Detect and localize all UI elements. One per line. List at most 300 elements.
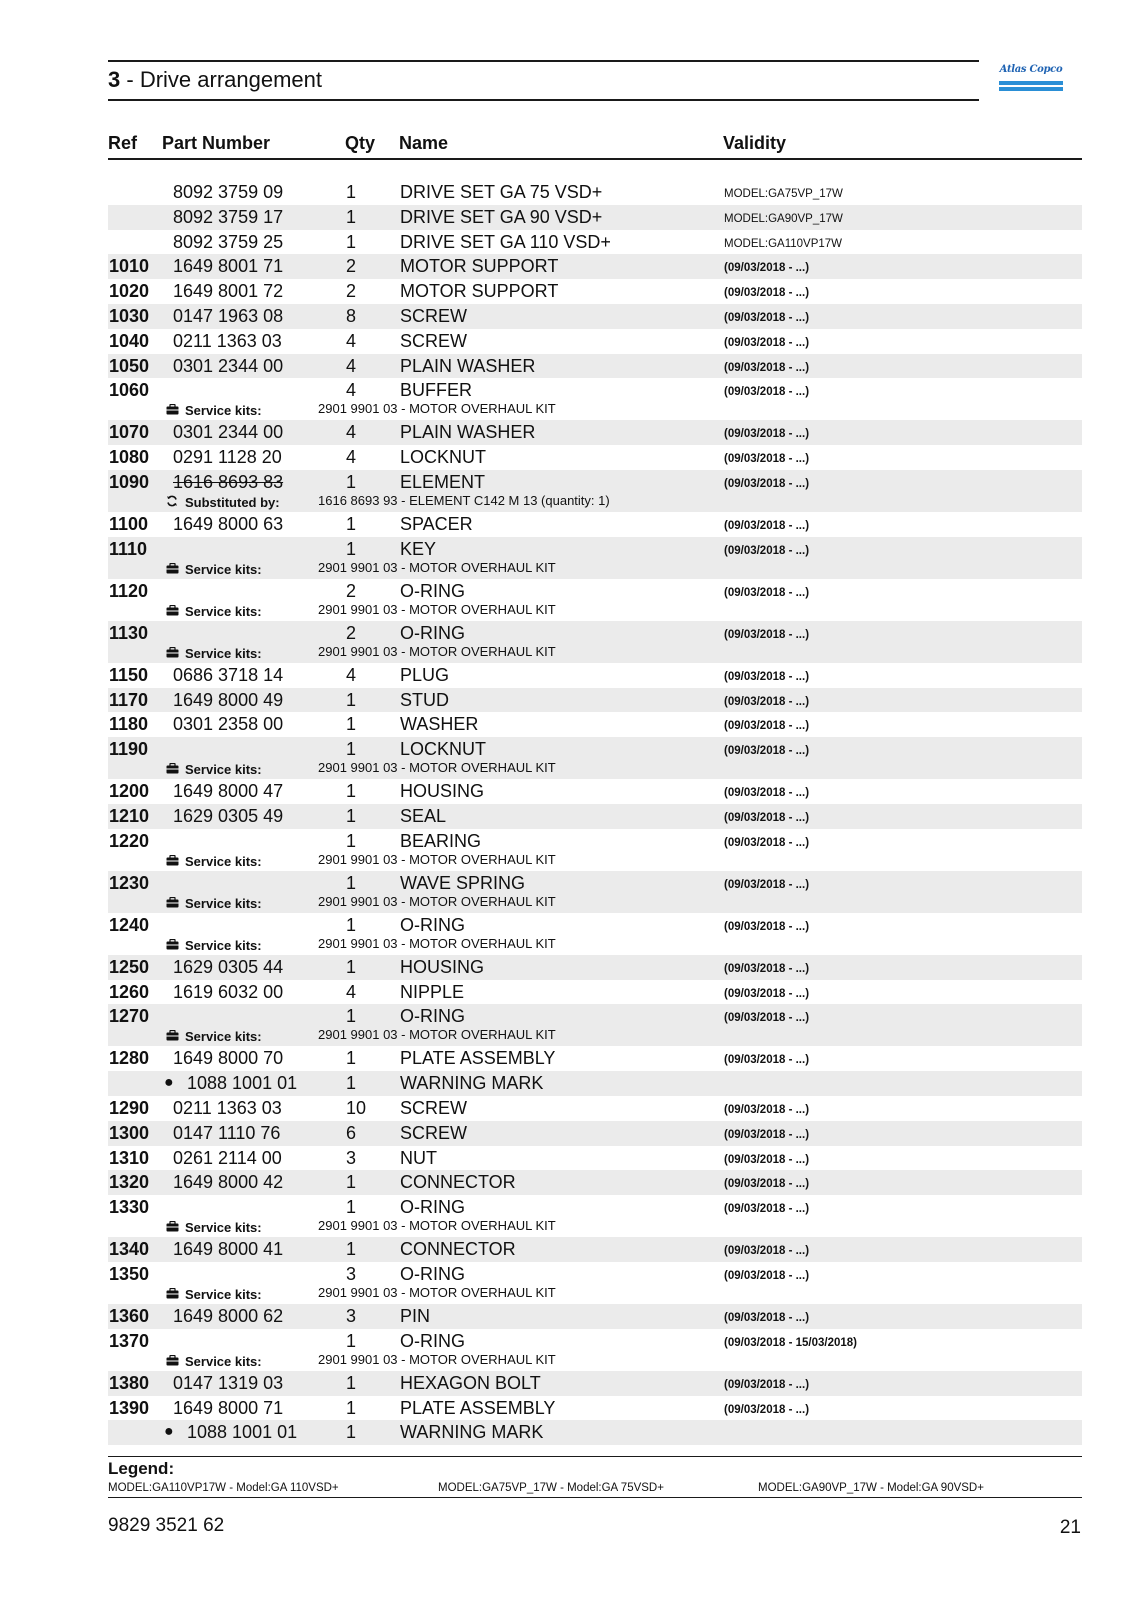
part-number-cell: 0147 1319 03	[173, 1372, 284, 1393]
kit-value: 1616 8693 93 - ELEMENT C142 M 13 (quantity: 1)	[318, 492, 610, 508]
name-cell: O-RING	[400, 1263, 465, 1284]
briefcase-icon	[166, 762, 179, 778]
atlas-copco-logo	[999, 62, 1063, 94]
validity-cell: (09/03/2018 - ...)	[724, 1054, 810, 1067]
qty-cell: 1	[346, 1239, 357, 1260]
validity-cell: (09/03/2018 - ...)	[724, 920, 810, 933]
name-cell: DRIVE SET GA 90 VSD+	[400, 206, 603, 227]
validity-cell: MODEL:GA110VP17W	[724, 237, 843, 250]
name-cell: HOUSING	[400, 956, 485, 977]
kit-value: 2901 9901 03 - MOTOR OVERHAUL KIT	[318, 601, 556, 617]
briefcase-icon	[166, 1287, 179, 1303]
validity-cell: (09/03/2018 - ...)	[724, 544, 810, 557]
part-number-cell: 8092 3759 25	[173, 231, 284, 252]
name-cell: PLATE ASSEMBLY	[400, 1048, 556, 1069]
logo-bar	[999, 87, 1063, 91]
refresh-icon	[166, 495, 179, 511]
ref-cell: 1290	[109, 1097, 150, 1118]
table-row	[108, 279, 1082, 304]
ref-cell: 1100	[109, 513, 149, 534]
name-cell: O-RING	[400, 914, 465, 935]
part-number-cell: 1088 1001 01	[187, 1073, 298, 1094]
kit-label-text: Service kits:	[185, 645, 262, 661]
briefcase-icon	[166, 646, 179, 662]
name-cell: O-RING	[400, 1197, 465, 1218]
kit-label-text: Service kits:	[185, 937, 262, 953]
validity-cell: (09/03/2018 - ...)	[724, 745, 810, 758]
legend-item: MODEL:GA75VP_17W - Model:GA 75VSD+	[438, 1482, 664, 1494]
part-number-cell: 1649 8001 71	[173, 256, 284, 277]
ref-cell: 1170	[109, 689, 149, 710]
legend-bottom-rule	[108, 1497, 1082, 1498]
kit-value: 2901 9901 03 - MOTOR OVERHAUL KIT	[318, 1284, 556, 1300]
name-cell: SPACER	[400, 513, 473, 534]
part-number-cell: 1649 8000 63	[173, 513, 284, 534]
header-top-rule	[108, 60, 979, 62]
qty-cell: 2	[346, 622, 357, 643]
name-cell: HOUSING	[400, 781, 485, 802]
briefcase-icon	[166, 562, 179, 578]
legend-rule	[108, 1456, 1082, 1457]
qty-cell: 1	[346, 1330, 357, 1351]
name-cell: SCREW	[400, 1122, 467, 1143]
kit-label	[166, 1029, 262, 1045]
name-cell: PLUG	[400, 664, 450, 685]
name-cell: SCREW	[400, 1097, 467, 1118]
kit-label	[166, 562, 262, 578]
kit-value: 2901 9901 03 - MOTOR OVERHAUL KIT	[318, 1351, 556, 1367]
table-row	[108, 512, 1082, 537]
table-row	[108, 955, 1082, 980]
table-row	[108, 579, 1082, 621]
table-row	[108, 1121, 1082, 1146]
column-header-ref: Ref	[108, 133, 138, 153]
name-cell: CONNECTOR	[400, 1172, 516, 1193]
ref-cell: 1110	[109, 538, 148, 559]
validity-cell: (09/03/2018 - ...)	[724, 1203, 810, 1216]
kit-label	[166, 604, 262, 620]
validity-cell: MODEL:GA90VP_17W	[724, 212, 843, 225]
part-number-cell: 1088 1001 01	[187, 1422, 298, 1443]
ref-cell: 1380	[109, 1372, 150, 1393]
table-row	[108, 980, 1082, 1005]
table-row	[108, 737, 1082, 779]
qty-cell: 1	[346, 1073, 357, 1094]
qty-cell: 1	[346, 513, 357, 534]
ref-cell: 1050	[109, 355, 150, 376]
ref-cell: 1280	[109, 1048, 150, 1069]
name-cell: O-RING	[400, 580, 465, 601]
qty-cell: 1	[346, 956, 357, 977]
column-header-rule	[108, 158, 1082, 160]
table-row	[108, 378, 1082, 420]
table-row	[108, 230, 1082, 255]
kit-label	[166, 1354, 262, 1370]
kit-label	[166, 403, 262, 419]
name-cell: KEY	[400, 538, 437, 559]
kit-value: 2901 9901 03 - MOTOR OVERHAUL KIT	[318, 1218, 556, 1234]
ref-cell: 1300	[109, 1122, 150, 1143]
part-number-cell: 1649 8000 70	[173, 1048, 284, 1069]
ref-cell: 1220	[109, 830, 150, 851]
name-cell: PIN	[400, 1305, 431, 1326]
validity-cell: (09/03/2018 - ...)	[724, 1178, 810, 1191]
part-number-cell: 0211 1363 03	[173, 1097, 282, 1118]
validity-cell: (09/03/2018 - ...)	[724, 519, 810, 532]
ref-cell: 1320	[109, 1172, 150, 1193]
qty-cell: 3	[346, 1147, 357, 1168]
header-bottom-rule	[108, 99, 979, 101]
name-cell: BEARING	[400, 830, 482, 851]
table-row	[108, 1170, 1082, 1195]
name-cell: BUFFER	[400, 380, 472, 401]
qty-cell: 1	[346, 872, 357, 893]
ref-cell: 1070	[109, 422, 150, 443]
ref-cell: 1270	[109, 1006, 150, 1027]
qty-cell: 1	[346, 914, 357, 935]
ref-cell: 1130	[109, 622, 149, 643]
name-cell: SCREW	[400, 330, 467, 351]
validity-cell: (09/03/2018 - ...)	[724, 586, 810, 599]
kit-value: 2901 9901 03 - MOTOR OVERHAUL KIT	[318, 643, 556, 659]
qty-cell: 3	[346, 1263, 357, 1284]
table-row	[108, 829, 1082, 871]
qty-cell: 2	[346, 281, 357, 302]
kit-label	[166, 896, 262, 912]
briefcase-icon	[166, 403, 179, 419]
validity-cell: (09/03/2018 - ...)	[724, 987, 810, 1000]
qty-cell: 1	[346, 739, 357, 760]
part-number-cell: 0301 2344 00	[173, 422, 284, 443]
ref-cell: 1060	[109, 380, 150, 401]
validity-cell: (09/03/2018 - ...)	[724, 695, 810, 708]
name-cell: CONNECTOR	[400, 1239, 516, 1260]
table-row	[108, 804, 1082, 829]
validity-cell: (09/03/2018 - ...)	[724, 962, 810, 975]
table-row	[108, 663, 1082, 688]
part-number-cell: 8092 3759 17	[173, 206, 284, 227]
qty-cell: 3	[346, 1305, 357, 1326]
qty-cell: 1	[346, 538, 357, 559]
name-cell: WARNING MARK	[400, 1073, 544, 1094]
part-number-cell: 1616 8693 83	[173, 471, 284, 492]
qty-cell: 4	[346, 447, 357, 468]
name-cell: PLAIN WASHER	[400, 422, 536, 443]
validity-cell: MODEL:GA75VP_17W	[724, 188, 843, 200]
table-row	[108, 537, 1082, 579]
table-row	[108, 254, 1082, 279]
name-cell: WAVE SPRING	[400, 872, 526, 893]
ref-cell: 1370	[109, 1330, 150, 1351]
briefcase-icon	[166, 1029, 179, 1045]
ref-cell: 1250	[109, 956, 150, 977]
qty-cell: 4	[346, 355, 357, 376]
name-cell: HEXAGON BOLT	[400, 1372, 541, 1393]
logo-bar	[999, 81, 1063, 85]
kit-label	[166, 938, 262, 954]
table-row	[108, 445, 1082, 470]
table-row	[108, 779, 1082, 804]
table-row	[108, 470, 1082, 512]
parts-table	[108, 180, 1082, 1445]
part-number-cell: 0147 1963 08	[173, 305, 284, 326]
part-number-cell: 1649 8000 41	[173, 1239, 284, 1260]
validity-cell: (09/03/2018 - ...)	[724, 1012, 810, 1025]
qty-cell: 2	[346, 580, 357, 601]
name-cell: LOCKNUT	[400, 447, 487, 468]
table-row	[108, 1304, 1082, 1329]
ref-cell: 1310	[109, 1147, 150, 1168]
ref-cell: 1090	[109, 471, 150, 492]
table-row	[108, 1329, 1082, 1371]
qty-cell: 6	[346, 1122, 357, 1143]
ref-cell: 1080	[109, 447, 150, 468]
table-row	[108, 712, 1082, 737]
part-number-cell: 1649 8000 47	[173, 781, 284, 802]
kit-value: 2901 9901 03 - MOTOR OVERHAUL KIT	[318, 851, 556, 867]
ref-cell: 1230	[109, 872, 150, 893]
section-number: 3	[108, 67, 121, 92]
qty-cell: 1	[346, 781, 357, 802]
kit-label-text: Substituted by:	[185, 494, 280, 510]
part-number-cell: 1649 8001 72	[173, 281, 284, 302]
qty-cell: 1	[346, 1172, 357, 1193]
validity-cell: (09/03/2018 - ...)	[724, 428, 810, 441]
table-row	[108, 1195, 1082, 1237]
kit-label	[166, 646, 262, 662]
document-number: 9829 3521 62	[108, 1515, 225, 1536]
name-cell: MOTOR SUPPORT	[400, 256, 559, 277]
table-row	[108, 688, 1082, 713]
kit-label	[166, 854, 262, 870]
ref-cell: 1210	[109, 805, 150, 826]
ref-cell: 1360	[109, 1305, 150, 1326]
validity-cell: (09/03/2018 - ...)	[724, 811, 810, 824]
validity-cell: (09/03/2018 - ...)	[724, 670, 810, 683]
table-row	[108, 205, 1082, 230]
briefcase-icon	[166, 604, 179, 620]
kit-label-text: Service kits:	[185, 603, 262, 619]
validity-cell: (09/03/2018 - ...)	[724, 628, 810, 641]
qty-cell: 1	[346, 1397, 357, 1418]
qty-cell: 1	[346, 1422, 357, 1443]
legend-item: MODEL:GA90VP_17W - Model:GA 90VSD+	[758, 1482, 984, 1494]
validity-cell: (09/03/2018 - ...)	[724, 1311, 810, 1324]
kit-value: 2901 9901 03 - MOTOR OVERHAUL KIT	[318, 559, 556, 575]
part-number-cell: 8092 3759 09	[173, 182, 284, 202]
name-cell: NIPPLE	[400, 981, 465, 1002]
ref-cell: 1030	[109, 305, 150, 326]
part-number-cell: 1629 0305 44	[173, 956, 284, 977]
ref-cell: 1150	[109, 664, 149, 685]
briefcase-icon	[166, 854, 179, 870]
column-header-name: Name	[399, 133, 449, 153]
qty-cell: 4	[346, 664, 357, 685]
table-row	[108, 329, 1082, 354]
kit-label-text: Service kits:	[185, 1029, 262, 1045]
column-header-part-number: Part Number	[162, 133, 271, 153]
legend-title: Legend:	[108, 1459, 175, 1478]
table-row	[108, 1004, 1082, 1046]
table-row	[108, 1071, 1082, 1096]
kit-label-text: Service kits:	[185, 853, 262, 869]
table-row	[108, 1096, 1082, 1121]
bullet-icon: ●	[164, 1074, 174, 1092]
validity-cell: (09/03/2018 - 15/03/2018)	[724, 1336, 857, 1349]
qty-cell: 4	[346, 422, 357, 443]
ref-cell: 1340	[109, 1239, 150, 1260]
qty-cell: 1	[346, 231, 357, 252]
briefcase-icon	[166, 1354, 179, 1370]
name-cell: DRIVE SET GA 75 VSD+	[400, 182, 603, 202]
validity-cell: (09/03/2018 - ...)	[724, 720, 810, 733]
table-row	[108, 1262, 1082, 1304]
part-number-cell: 0291 1128 20	[173, 447, 282, 468]
table-row	[108, 913, 1082, 955]
part-number-cell: 1649 8000 62	[173, 1305, 284, 1326]
table-row	[108, 354, 1082, 379]
validity-cell: (09/03/2018 - ...)	[724, 836, 810, 849]
ref-cell: 1180	[109, 714, 149, 735]
qty-cell: 1	[346, 1006, 357, 1027]
name-cell: SCREW	[400, 305, 467, 326]
ref-cell: 1330	[109, 1197, 150, 1218]
kit-label-text: Service kits:	[185, 1220, 262, 1236]
validity-cell: (09/03/2018 - ...)	[724, 311, 810, 324]
part-number-cell: 0301 2358 00	[173, 714, 284, 735]
kit-label	[166, 495, 280, 511]
briefcase-icon	[166, 896, 179, 912]
qty-cell: 1	[346, 1197, 357, 1218]
ref-cell: 1240	[109, 914, 150, 935]
name-cell: SEAL	[400, 805, 447, 826]
validity-cell: (09/03/2018 - ...)	[724, 361, 810, 374]
validity-cell: (09/03/2018 - ...)	[724, 1378, 810, 1391]
part-number-cell: 1619 6032 00	[173, 981, 284, 1002]
kit-label	[166, 1220, 262, 1236]
part-number-cell: 0147 1110 76	[173, 1122, 281, 1143]
page-number: 21	[1059, 1517, 1081, 1538]
table-row	[108, 180, 1082, 205]
qty-cell: 1	[346, 471, 357, 492]
validity-cell: (09/03/2018 - ...)	[724, 1245, 810, 1258]
kit-label-text: Service kits:	[185, 762, 262, 778]
table-row	[108, 420, 1082, 445]
qty-cell: 1	[346, 805, 357, 826]
name-cell: MOTOR SUPPORT	[400, 281, 559, 302]
kit-label-text: Service kits:	[185, 403, 262, 419]
qty-cell: 1	[346, 714, 357, 735]
name-cell: PLATE ASSEMBLY	[400, 1397, 556, 1418]
part-number-cell: 1649 8000 71	[173, 1397, 284, 1418]
table-row	[108, 1046, 1082, 1071]
kit-label-text: Service kits:	[185, 561, 262, 577]
table-row	[108, 304, 1082, 329]
kit-value: 2901 9901 03 - MOTOR OVERHAUL KIT	[318, 1027, 556, 1043]
name-cell: WARNING MARK	[400, 1422, 544, 1443]
section-title: - Drive arrangement	[126, 67, 323, 92]
bullet-icon: ●	[164, 1423, 174, 1441]
validity-cell: (09/03/2018 - ...)	[724, 878, 810, 891]
validity-cell: (09/03/2018 - ...)	[724, 262, 810, 275]
name-cell: LOCKNUT	[400, 739, 487, 760]
name-cell: O-RING	[400, 1330, 465, 1351]
briefcase-icon	[166, 1220, 179, 1236]
kit-value: 2901 9901 03 - MOTOR OVERHAUL KIT	[318, 760, 556, 776]
qty-cell: 4	[346, 330, 357, 351]
table-row	[108, 621, 1082, 663]
part-number-cell: 0211 1363 03	[173, 330, 282, 351]
ref-cell: 1350	[109, 1263, 150, 1284]
kit-label-text: Service kits:	[185, 895, 262, 911]
kit-label	[166, 762, 262, 778]
kit-value: 2901 9901 03 - MOTOR OVERHAUL KIT	[318, 935, 556, 951]
validity-cell: (09/03/2018 - ...)	[724, 287, 810, 300]
ref-cell: 1020	[109, 281, 150, 302]
part-number-cell: 1649 8000 42	[173, 1172, 284, 1193]
kit-value: 2901 9901 03 - MOTOR OVERHAUL KIT	[318, 893, 556, 909]
validity-cell: (09/03/2018 - ...)	[724, 336, 810, 349]
validity-cell: (09/03/2018 - ...)	[724, 787, 810, 800]
table-row	[108, 1146, 1082, 1171]
qty-cell: 4	[346, 981, 357, 1002]
ref-cell: 1260	[109, 981, 150, 1002]
table-row	[108, 1420, 1082, 1445]
kit-value: 2901 9901 03 - MOTOR OVERHAUL KIT	[318, 401, 556, 417]
validity-cell: (09/03/2018 - ...)	[724, 386, 810, 399]
column-header-qty: Qty	[345, 133, 376, 153]
qty-cell: 10	[346, 1097, 367, 1118]
name-cell: DRIVE SET GA 110 VSD+	[400, 231, 611, 252]
name-cell: O-RING	[400, 622, 465, 643]
qty-cell: 2	[346, 256, 357, 277]
name-cell: NUT	[400, 1147, 437, 1168]
qty-cell: 1	[346, 1048, 357, 1069]
table-row	[108, 1396, 1082, 1421]
ref-cell: 1120	[109, 580, 149, 601]
qty-cell: 1	[346, 689, 357, 710]
kit-label-text: Service kits:	[185, 1286, 262, 1302]
briefcase-icon	[166, 938, 179, 954]
qty-cell: 1	[346, 830, 357, 851]
ref-cell: 1010	[109, 256, 150, 277]
validity-cell: (09/03/2018 - ...)	[724, 1128, 810, 1141]
validity-cell: (09/03/2018 - ...)	[724, 1103, 810, 1116]
part-number-cell: 1649 8000 49	[173, 689, 284, 710]
qty-cell: 4	[346, 380, 357, 401]
logo-text: Atlas Copco	[999, 64, 1063, 75]
validity-cell: (09/03/2018 - ...)	[724, 453, 810, 466]
name-cell: PLAIN WASHER	[400, 355, 536, 376]
ref-cell: 1190	[109, 739, 149, 760]
qty-cell: 1	[346, 182, 357, 202]
page-title	[108, 64, 322, 96]
table-row	[108, 1237, 1082, 1262]
qty-cell: 1	[346, 1372, 357, 1393]
part-number-cell: 0686 3718 14	[173, 664, 284, 685]
legend-item: MODEL:GA110VP17W - Model:GA 110VSD+	[108, 1482, 339, 1494]
ref-cell: 1200	[109, 781, 150, 802]
validity-cell: (09/03/2018 - ...)	[724, 1153, 810, 1166]
name-cell: WASHER	[400, 714, 479, 735]
kit-label	[166, 1287, 262, 1303]
part-number-cell: 0301 2344 00	[173, 355, 284, 376]
table-row	[108, 1371, 1082, 1396]
validity-cell: (09/03/2018 - ...)	[724, 1269, 810, 1282]
qty-cell: 1	[346, 206, 357, 227]
name-cell: O-RING	[400, 1006, 465, 1027]
ref-cell: 1390	[109, 1397, 150, 1418]
